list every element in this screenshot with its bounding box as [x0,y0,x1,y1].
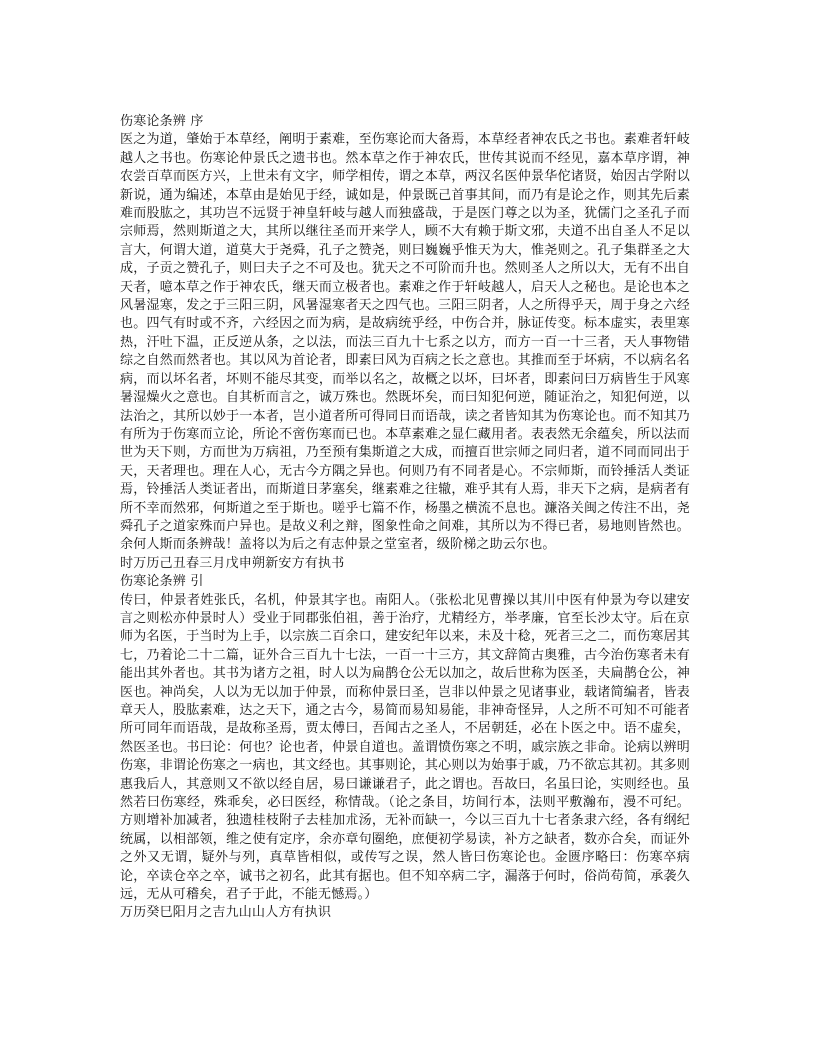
intro-body: 传曰，仲景者姓张氏，名机，仲景其字也。南阳人。（张松北见曹操以其川中医有仲景为夸以建安言之则松亦仲景时人）受业于同郡张伯祖，善于治疗，尤精经方，举孝廉，官至长沙太守。后在京师为名医，于当时为上手，以宗族二百余口，建安纪年以来，未及十稔，死者三之二，而伤寒居其七，乃着论二十二篇，证外合三百九十七法，一百一十三方，其文辞简古奥雅，古今治伤寒者未有能出其外者也。其书为诸方之祖，时人以为扁鹊仓公无以加之，故后世称为医圣，夫扁鹊仓公，神医也。神尚矣，人以为无以加于仲景，而称仲景曰圣，岂非以仲景之见诸事业，载诸简编者，皆表章天人，股肱素难，达之天下，通之古今，易简而易知易能，非神奇怪异，人之所不可知不可能者所可同年而语哉，是故称圣焉，贾太傅曰，吾闻古之圣人，不居朝廷，必在卜医之中。语不虚矣，然医圣也。书曰论：何也？论也者，仲景自道也。盖谓愤伤寒之不明，戚宗族之非命。论病以辨明伤寒，非谓论伤寒之一病也，其文经也。其事则论，其心则以为始事于戚，乃不欲忘其初。其多则惠我后人，其意则又不欲以经自居，易曰谦谦君子，此之谓也。吾故曰，名虽曰论，实则经也。虽然若曰伤寒经，殊乖矣，必曰医经，称情哉。（论之条目，坊间行本，法则平敷瀚布，漫不可纪。方则增补加减者，独遗桂枝附子去桂加朮汤，无补而缺一，今以三百九十七者条隶六经，各有纲纪统属，以相部领，维之使有定序，余亦章句圈绝，庶便初学易读，补方之缺者，数亦合矣，而证外之外又无谓，疑外与列，真草皆相似，或传写之误，然人皆曰伤寒论也。金匮序略曰：伤寒卒病论，卒读仓卒之卒，诚书之初名，此其有据也。但不知卒病二字，漏落于何时，俗尚苟简，承袭久远，无从可稽矣，君子于此，不能无憾焉。） [120,592,690,903]
preface-date-signature: 时万历己丑春三月戊申朔新安方有执书 [120,555,345,571]
document-page [120,113,690,923]
intro-title: 伤寒论条辨 引 [120,574,204,590]
preface-body: 医之为道，肇始于本草经，阐明于素难，至伤寒论而大备焉，本草经者神农氏之书也。素难者轩岐越人之书也。伤寒论仲景氏之遗书也。然本草之作于神农氏，世传其说而不经见，嘉本草序谓，神农尝百草而医方兴，上世未有文字，师学相传，谓之本草，两汉名医仲景华佗诸贤，始因古学附以新说，通为编述，本草由是始见于经，诚如是，仲景既己首事其间，而乃有是论之作，则其先后素难而股肱之，其功岂不远贤于神皇轩岐与越人而独盛哉，于是医门尊之以为圣，犹儒门之圣孔子而宗师焉，然则斯道之大，其所以继往圣而开来学人，顾不大有赖于斯文邪，夫道不出自圣人不足以言大，何谓大道，道莫大于尧舜，孔子之赞尧，则曰巍巍乎惟天为大，惟尧则之。孔子集群圣之大成，子贡之赞孔子，则曰夫子之不可及也。犹天之不可阶而升也。然则圣人之所以大，无有不出自天者，噫本草之作于神农氏，继天而立极者也。素难之作于轩岐越人，启天人之秘也。是论也本之风暑湿寒，发之于三阳三阴，风暑湿寒者天之四气也。三阳三阴者，人之所得乎天，周于身之六经也。四气有时或不齐，六经因之而为病，是故病统乎经，中伤合并，脉证传变。标本虚实，表里寒热，汗吐下温，正反逆从条，之以法，而法三百九十七系之以方，而方一百一十三者，天人事物错综之自然而然者也。其以风为首论者，即素曰风为百病之长之意也。其推而至于坏病，不以病名名病，而以坏名者，坏则不能尽其变，而举以名之，故概之以坏，曰坏者，即素问曰万病皆生于风寒暑湿燥火之意也。自其析而言之，诚万殊也。然既坏矣，而曰知犯何逆，随证治之，知犯何逆，以法治之，其所以妙于一本者，岂小道者所可得同日而语哉，读之者皆知其为伤寒论也。而不知其乃有所为于伤寒而立论，所论不啻伤寒而已也。本草素难之显仁藏用者。表表然无余蕴矣，所以法而世为天下则，方而世为万病祖，乃至预有集斯道之大成，而擅百世宗师之同归者，道不同而同出于天，天者理也。理在人心，无古今方隅之异也。何则乃有不同者是心。不宗师斯，而铃捶活人类证焉，铃捶活人类证者出，而斯道日茅塞矣，继素难之往辙，难乎其有人焉，非天下之病，是病者有所不幸而然邪，何斯道之至于斯也。嗟乎七篇不作，杨墨之横流不息也。濂洛关闽之传注不出，尧舜孔子之道家殊而户异也。是故义利之辩，图象性命之间难，其所以为不得已者，易地则皆然也。余何人斯而条辨哉！盖将以为后之有志仲景之堂室者，级阶梯之助云尔也。 [120,132,690,553]
preface-title: 伤寒论条辨 序 [120,114,204,129]
intro-date-signature: 万历癸巳阳月之吉九山山人方有执识 [120,905,332,921]
